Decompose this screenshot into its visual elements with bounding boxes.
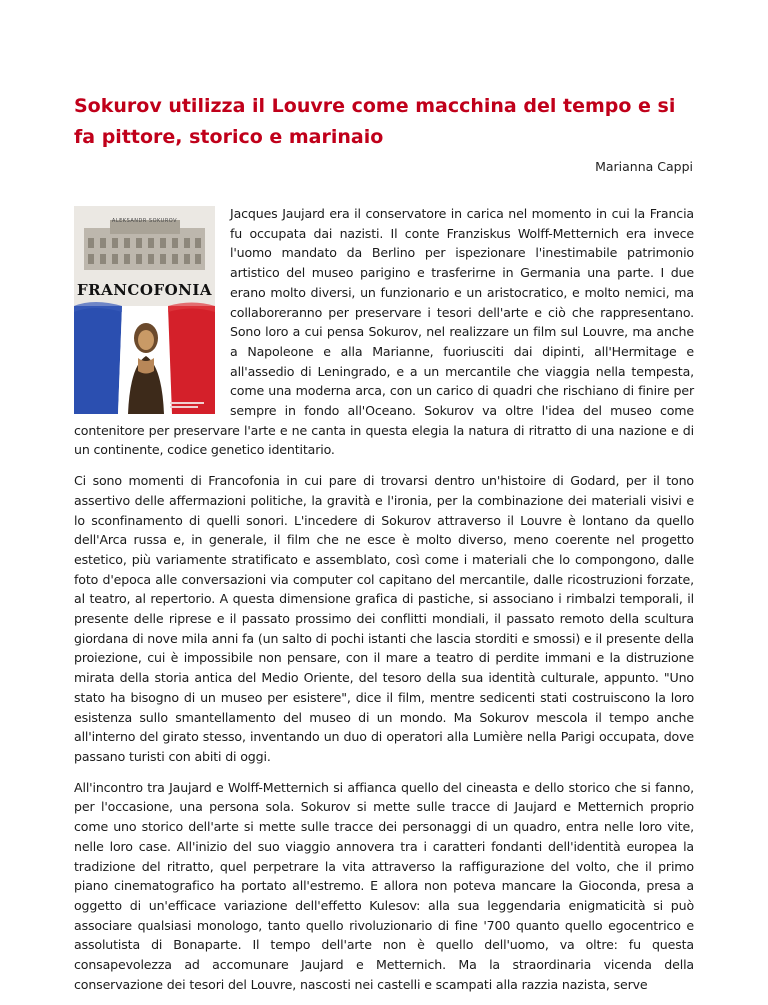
poster-artwork (74, 206, 215, 414)
article-body (74, 204, 694, 1005)
article-paragraph: All'incontro tra Jaujard e Wolff-Metternich si affianca quello del cineasta e dello storico che si fanno, per l'occasione, una persona sola. Sokurov si mette sulle tracce di Jaujard e Metternich proprio come uno storico dell'arte si mette sulle tracce dei personaggi di un quadro, entra nelle loro vite, nelle loro case. All'inizio del suo viaggio annovera tra i caratteri fondanti dell'identità europea la tradizione del ritratto, quel perpetrare la vita attraverso la raffigurazione del volto, che il primo piano cinematografico ha portato all'estremo. E allora non poteva mancare la Gioconda, presa a oggetto di un'efficace variazione dell'effetto Kulesov: alla sua leggendaria enigmaticità si può associare qualsiasi monologo, tanto quello rivoluzionario di fine '700 quanto quello egocentrico e assolutista di Bonaparte. Il tempo dell'arte non è quello dell'uomo, va oltre: fu questa consapevolezza ad accomunare Jaujard e Metternich. Ma la straordinaria vicenda della conservazione dei tesori del Louvre, nascosti nei castelli e scampati alla razzia nazista, serve (74, 779, 694, 992)
movie-poster-image (74, 206, 215, 414)
article-paragraph: Jacques Jaujard era il conservatore in carica nel momento in cui la Francia fu occupata dai nazisti. Il conte Franziskus Wolff-Metternich era invece l'uomo mandato da Berlino per ispezionare l'inestimabile patrimonio artistico del museo parigino e trasferirne in Germania una parte. I due erano molto diversi, un funzionario e un aristocratico, e molto nemici, ma collaboreranno per preservare i tesori dell'arte e ciò che rappresentano. Sono loro a cui pensa Sokurov, nel realizzare un film sul Louvre, ma anche a Napoleone e alla Marianne, fuoriusciti dai dipinti, all'Hermitage e all'assedio di Leningrado, e a un mercantile che viaggia nella tempesta, come una moderna arca, con un carico di quadri che rischiano di finire per sempre in fondo all'Oceano. Sokurov va oltre l'idea del museo come contenitore per preservare l'arte e ne canta in questa elegia la natura di ritratto di una nazione e di un continente, codice genetico identitario. (74, 206, 694, 458)
article-paragraph: Ci sono momenti di Francofonia in cui pare di trovarsi dentro un'histoire di Godard, per il tono assertivo delle affermazioni politiche, la gravità e l'ironia, per la combinazione dei materiali visivi e lo sconfinamento di quelli sonori. L'incedere di Sokurov attraverso il Louvre è lontano da quello dell'Arca russa e, in generale, il film che ne esce è molto diverso, meno coerente nel progetto estetico, più variamente stratificato e assemblato, così come i materiali che lo compongono, dalle foto d'epoca alle conversazioni via computer col capitano del mercantile, dalle ricostruzioni forzate, al teatro, al repertorio. A questa dimensione grafica di pastiche, si associano i rimbalzi temporali, il presente delle riprese e il passato prossimo dei conflitti mondiali, il passato remoto della scultura giordana di nove mila anni fa (un salto di pochi istanti che lascia storditi e smossi) e il presente della proiezione, cui è impossibile non pensare, con il mare a teatro di perdite immani e la distruzione mirata della storia antica del Medio Oriente, del tesoro della sua identità culturale, appunto. "Uno stato ha bisogno di un museo per esistere", dice il film, mentre sedicenti stati costruiscono la loro esistenza sullo smantellamento del museo di un mondo. Ma Sokurov mescola il tempo anche all'interno del girato stesso, inventando un duo di operatori alla Lumière nella Parigi occupata, dove passano turisti con abiti di oggi. (74, 473, 694, 764)
article-title: Sokurov utilizza il Louvre come macchina del tempo e si fa pittore, storico e marinaio (74, 95, 676, 148)
poster-director-name: ALEKSANDR SOKUROV (111, 218, 178, 224)
poster-title: FRANCOFONIA (76, 281, 213, 299)
article-author: Marianna Cappi (595, 159, 693, 174)
